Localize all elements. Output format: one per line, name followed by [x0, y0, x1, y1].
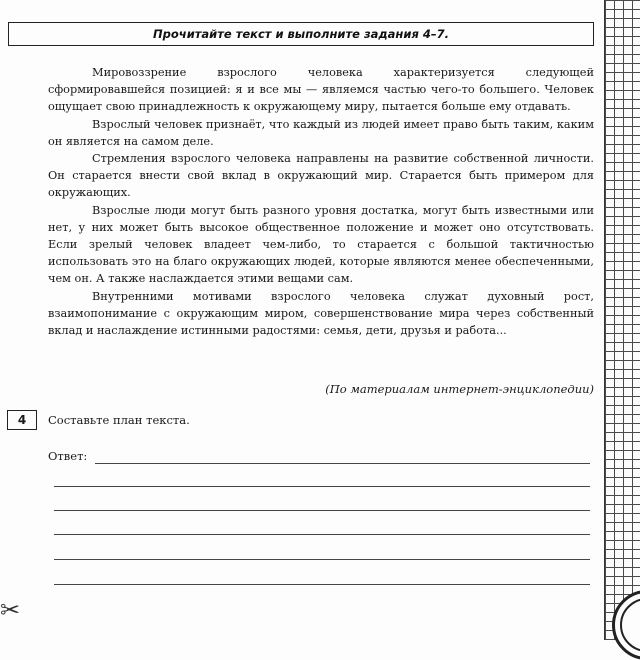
source-citation: (По материалам интернет-энциклопедии) [325, 382, 594, 396]
instruction-text: Прочитайте текст и выполните задания 4–7. [153, 27, 449, 41]
answer-line[interactable] [54, 559, 590, 560]
answer-label: Ответ: [48, 449, 88, 463]
answer-line[interactable] [54, 534, 590, 535]
task-prompt: Составьте план текста. [48, 413, 190, 427]
grid-margin [604, 0, 640, 640]
scissors-icon: ✂ [0, 596, 21, 624]
answer-line[interactable] [54, 510, 590, 511]
task-number-box [7, 410, 37, 430]
answer-line[interactable] [54, 486, 590, 487]
paragraph: Внутренними мотивами взрослого человека служат духовный рост, взаимопонимание с окружающим миром, совершенствование мира через собственный вклад и наслаждение истинными радостями: семья, дети, друзья и работа... [48, 289, 594, 338]
paragraph: Мировоззрение взрослого человека характеризуется следующей сформировавшейся позицией: я и все мы — являемся частью чего-то большего. Человек ощущает свою принадлежность к окружающему миру, пытается больше ему отдавать. [48, 66, 594, 114]
paragraph: Стремления взрослого человека направлены на развитие собственной личности. Он старается внести свой вклад в окружающий мир. Старается быть примером для окружающих. [48, 152, 594, 200]
answer-line[interactable] [95, 463, 590, 464]
task-number: 4 [17, 413, 27, 427]
instruction-banner [8, 22, 594, 46]
paragraph: Взрослый человек признаёт, что каждый из людей имеет право быть таким, каким он является на самом деле. [48, 117, 594, 148]
passage [48, 64, 594, 339]
paragraph: Взрослые люди могут быть разного уровня достатка, могут быть известными или нет, у них может быть высокое общественное положение и может оно отсутствовать. Если зрелый человек владеет чем-либо, то старается с большой тактичностью использовать это на благо окружающих людей, которые являются менее обеспеченными, чем он. А также наслаждается этими вещами сам. [48, 203, 594, 286]
answer-line[interactable] [54, 584, 590, 585]
